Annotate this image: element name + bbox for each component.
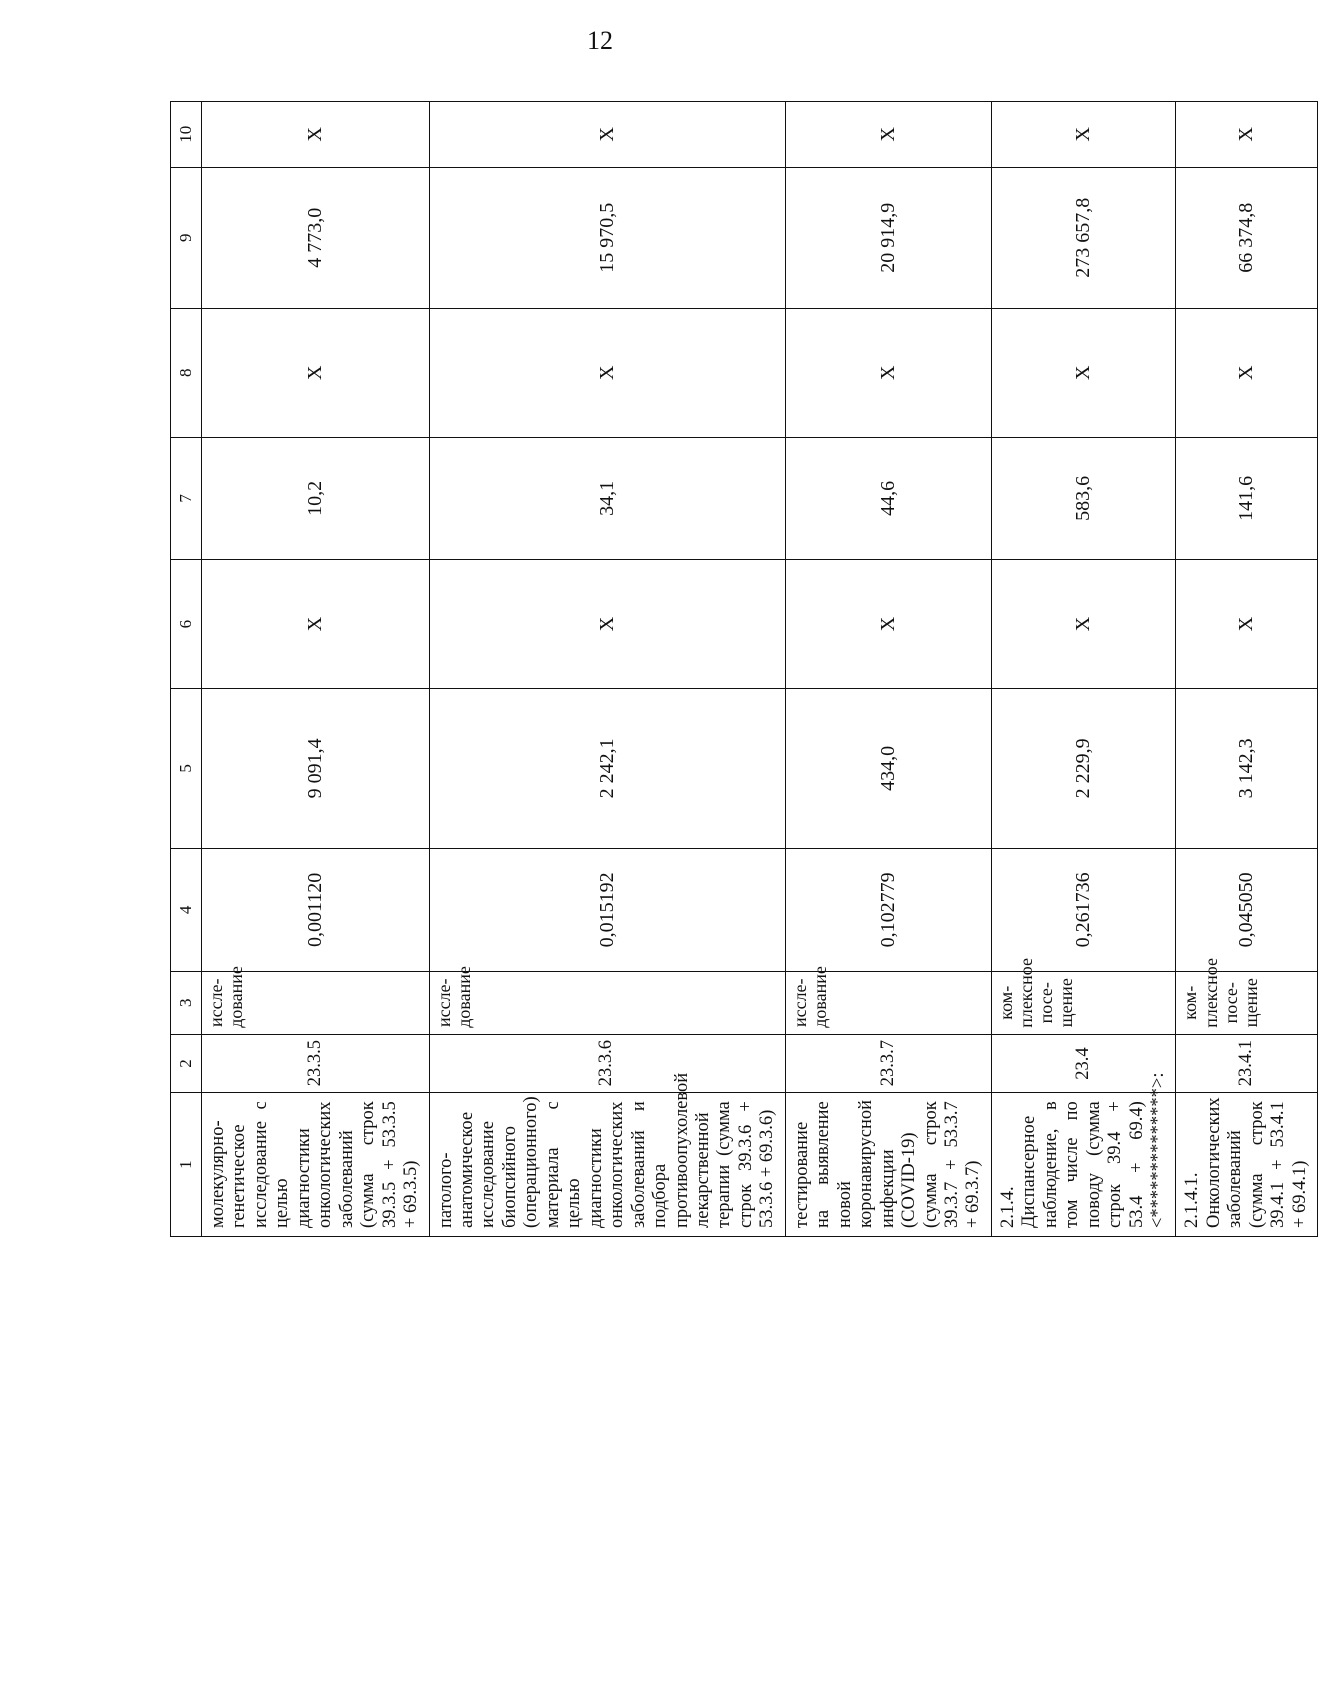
row-description: молекулярно-генетическое исследование с целью диагностики онкологических заболеваний (сумма строк 39.3.5 + 53.3.5 + 69.3.5): [202, 1093, 430, 1237]
cell-value: X: [202, 308, 430, 437]
cell-value: 9 091,4: [202, 688, 430, 848]
cell-value: X: [991, 560, 1176, 689]
cell-value: X: [785, 102, 991, 168]
data-table: [170, 101, 1318, 1237]
row-code: 23.3.7: [785, 1034, 991, 1092]
cell-value: X: [429, 560, 785, 689]
cell-value: X: [991, 102, 1176, 168]
rotated-table-wrapper: [170, 101, 1310, 1237]
column-header: 3: [171, 971, 202, 1034]
row-code: 23.3.6: [429, 1034, 785, 1092]
cell-value: 141,6: [1176, 437, 1318, 560]
cell-value: 583,6: [991, 437, 1176, 560]
cell-value: 0,102779: [785, 848, 991, 971]
table-row: [429, 102, 785, 1237]
table-row: [1176, 102, 1318, 1237]
cell-value: X: [1176, 560, 1318, 689]
row-description: 2.1.4. Диспансерное наблюдение, в том числе по поводу (сумма строк 39.4 + 53.4 + 69.4) <**************>:: [991, 1093, 1176, 1237]
cell-value: 434,0: [785, 688, 991, 848]
cell-value: 273 657,8: [991, 167, 1176, 308]
row-code: 23.4.1: [1176, 1034, 1318, 1092]
column-header: 2: [171, 1034, 202, 1092]
cell-value: X: [991, 308, 1176, 437]
row-code: 23.3.5: [202, 1034, 430, 1092]
cell-value: 44,6: [785, 437, 991, 560]
cell-value: X: [202, 560, 430, 689]
cell-value: 34,1: [429, 437, 785, 560]
row-unit: иссле-дование: [429, 971, 785, 1034]
page-number: 12: [587, 26, 613, 55]
cell-value: X: [202, 102, 430, 168]
column-header: 7: [171, 437, 202, 560]
row-unit: иссле-дование: [785, 971, 991, 1034]
cell-value: X: [429, 308, 785, 437]
cell-value: 2 229,9: [991, 688, 1176, 848]
table-row: [785, 102, 991, 1237]
cell-value: 4 773,0: [202, 167, 430, 308]
cell-value: 0,001120: [202, 848, 430, 971]
row-description: патолого-анатомическое исследование биопсийного (операционного) материала с целью диагностики онкологических заболеваний и подбора противоопухолевой лекарственной терапии (сумма строк 39.3.6 + 53.3.6 + 69.3.6): [429, 1093, 785, 1237]
cell-value: X: [785, 308, 991, 437]
cell-value: 0,045050: [1176, 848, 1318, 971]
column-header: 9: [171, 167, 202, 308]
cell-value: X: [1176, 308, 1318, 437]
row-description: 2.1.4.1. Онкологических заболеваний (сумма строк 39.4.1 + 53.4.1 + 69.4.1): [1176, 1093, 1318, 1237]
column-header: 4: [171, 848, 202, 971]
cell-value: 0,015192: [429, 848, 785, 971]
cell-value: X: [1176, 102, 1318, 168]
table-row: [202, 102, 430, 1237]
cell-value: 3 142,3: [1176, 688, 1318, 848]
cell-value: 0,261736: [991, 848, 1176, 971]
column-header: 8: [171, 308, 202, 437]
cell-value: 10,2: [202, 437, 430, 560]
row-unit: ком-плексное посе-щение: [1176, 971, 1318, 1034]
cell-value: X: [429, 102, 785, 168]
cell-value: 2 242,1: [429, 688, 785, 848]
row-unit: иссле-дование: [202, 971, 430, 1034]
row-description: тестирование на выявление новой коронавирусной инфекции (COVID-19) (сумма строк 39.3.7 + 53.3.7 + 69.3.7): [785, 1093, 991, 1237]
table-row: [991, 102, 1176, 1237]
header-row: [171, 102, 202, 1237]
column-header: 6: [171, 560, 202, 689]
cell-value: 15 970,5: [429, 167, 785, 308]
column-header: 5: [171, 688, 202, 848]
row-code: 23.4: [991, 1034, 1176, 1092]
column-header: 1: [171, 1093, 202, 1237]
column-header: 10: [171, 102, 202, 168]
cell-value: 66 374,8: [1176, 167, 1318, 308]
row-unit: ком-плексное посе-щение: [991, 971, 1176, 1034]
cell-value: X: [785, 560, 991, 689]
cell-value: 20 914,9: [785, 167, 991, 308]
